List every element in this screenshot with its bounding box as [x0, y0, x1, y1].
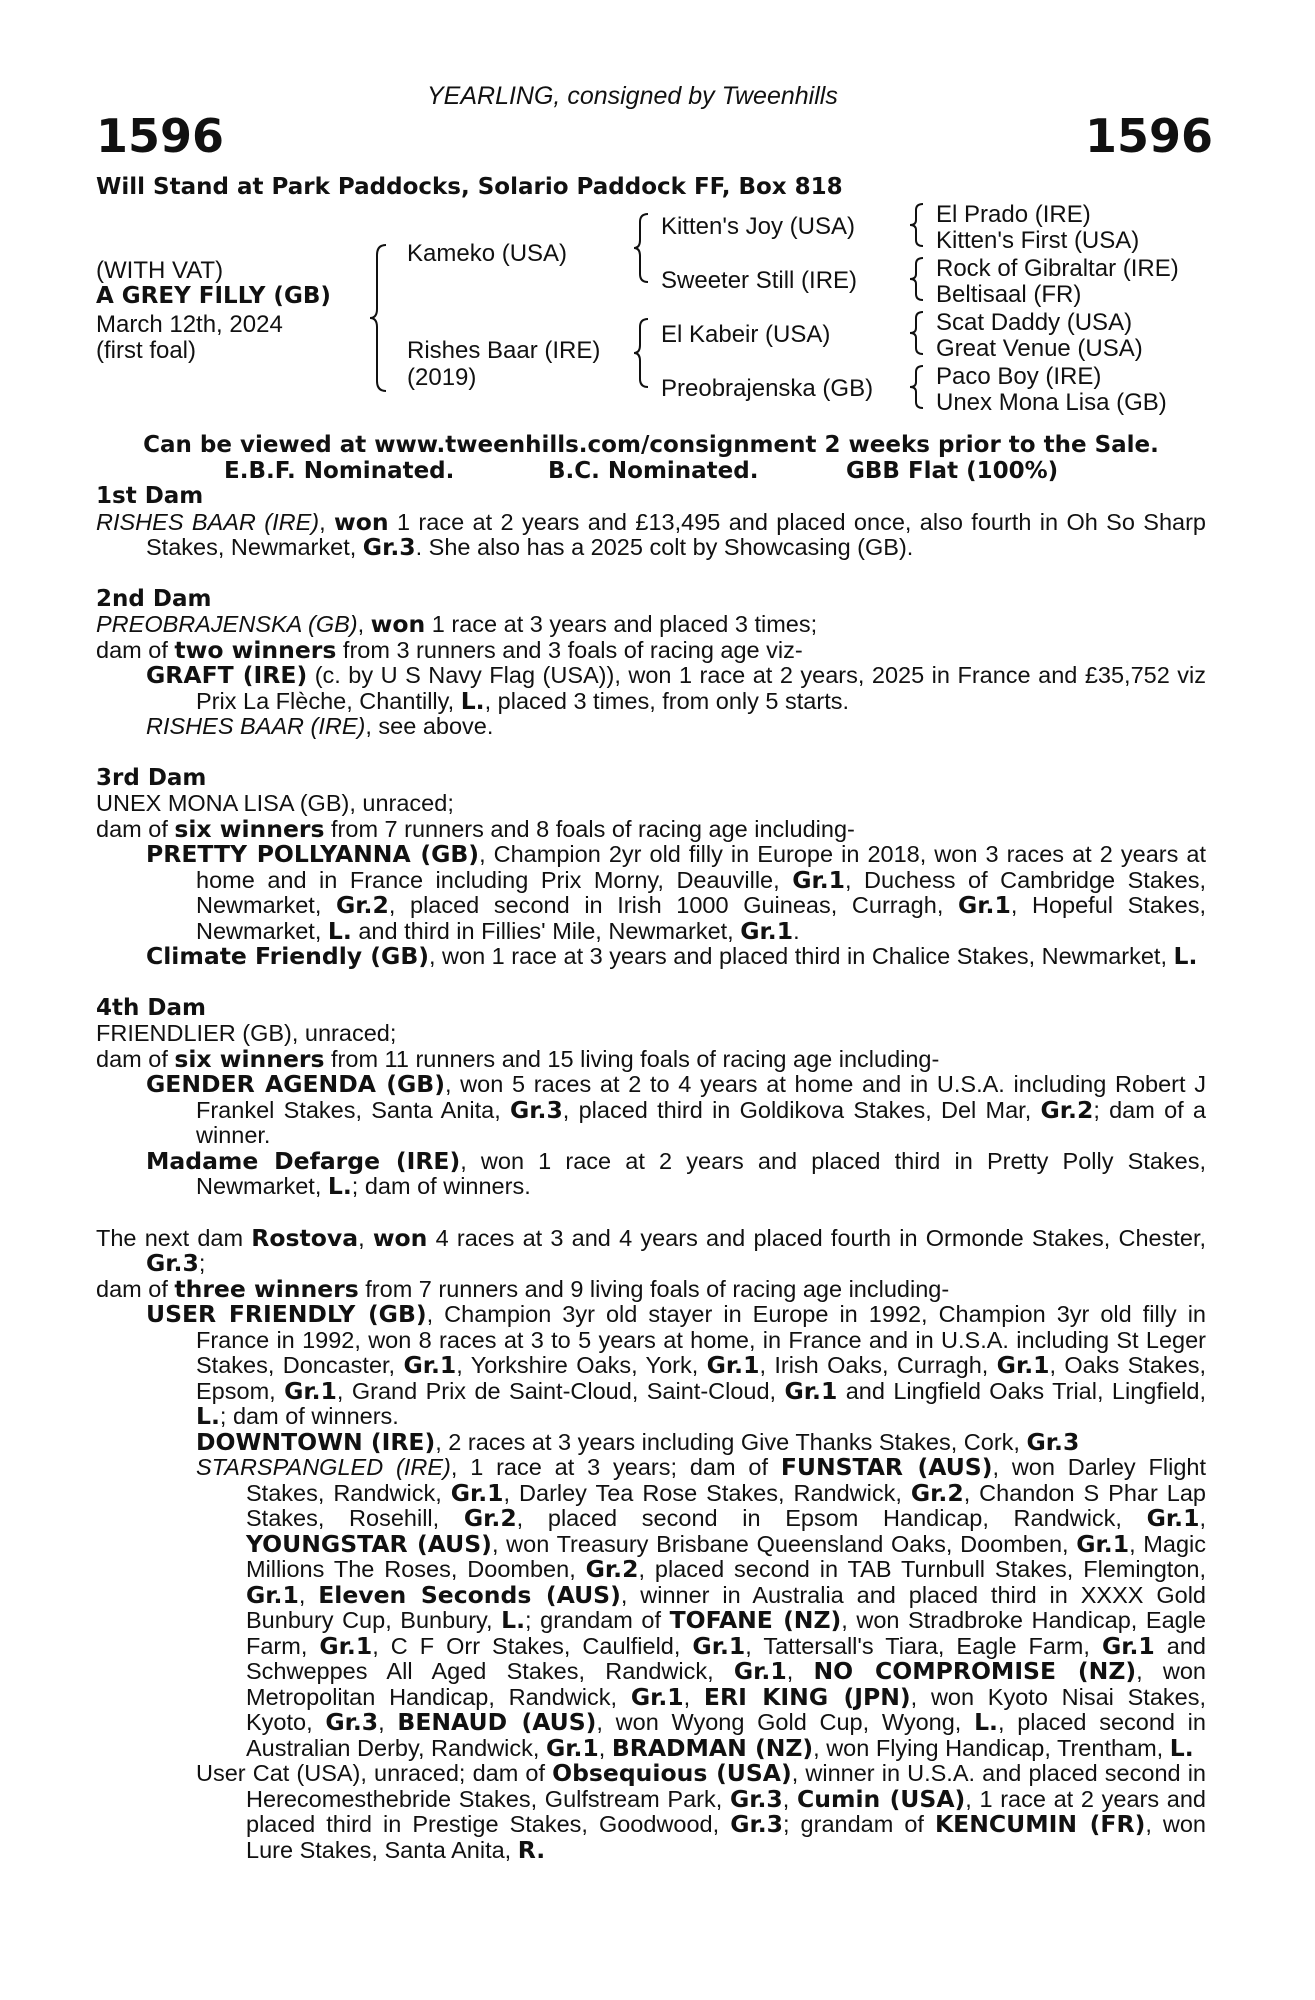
horse-name: A GREY FILLY (GB)	[96, 283, 331, 309]
sire-dam-sire: Rock of Gibraltar (IRE)	[936, 255, 1179, 282]
sire-dam-dam: Beltisaal (FR)	[936, 281, 1082, 308]
dam-dam: Preobrajenska (GB)	[661, 375, 874, 402]
foal-note: (first foal)	[96, 337, 197, 364]
produce-climate-friendly: Climate Friendly (GB), won 1 race at 3 years and placed third in Chalice Stakes, Newmarket, L.	[146, 942, 1198, 970]
produce-pretty-pollyanna: PRETTY POLLYANNA (GB), Champion 2yr old filly in Europe in 2018, won 3 races at 2 years at home and in France including Prix Morny, Deauville, Gr.1, Duchess of Cambridge Stakes, Newmarket, Gr.2, placed second in Irish 1000 Guineas, Curragh, Gr.1, Hopeful Stakes, Newmarket, L. and third in Fillies' Mile, Newmarket, Gr.1.	[146, 840, 1207, 945]
dam: Rishes Baar (IRE)	[407, 337, 601, 364]
brace-icon	[908, 202, 928, 248]
vat-note: (WITH VAT)	[96, 257, 224, 284]
dam-sire-sire: Scat Daddy (USA)	[936, 309, 1133, 336]
sire-sire: Kitten's Joy (USA)	[661, 213, 855, 240]
dam3-produce: dam of six winners from 7 runners and 8 foals of racing age including-	[96, 814, 855, 843]
dam-sire-dam: Great Venue (USA)	[936, 335, 1143, 362]
next-dam-paragraph: The next dam Rostova, won 4 races at 3 and 4 years and placed fourth in Ormonde Stakes, Chester, Gr.3;	[96, 1223, 1206, 1277]
dam1-paragraph: RISHES BAAR (IRE), won 1 race at 2 years and £13,495 and placed once, also fourth in Oh So Sharp Stakes, Newmarket, Gr.3. She also has a 2025 colt by Showcasing (GB).	[96, 507, 1207, 561]
dam2-produce: dam of two winners from 3 runners and 3 foals of racing age viz-	[96, 635, 803, 664]
section-3rd-dam: 3rd Dam	[96, 764, 207, 791]
produce-user-cat: User Cat (USA), unraced; dam of Obsequious (USA), winner in U.S.A. and placed second in Herecomesthebride Stakes, Gulfstream Park, Gr.3, Cumin (USA), 1 race at 2 years and placed third in Prestige Stakes, Goodwood, Gr.3; grandam of KENCUMIN (FR), won Lure Stakes, Santa Anita, R.	[196, 1759, 1206, 1864]
lot-number-left: 1596	[96, 109, 225, 163]
brace-icon	[632, 317, 654, 389]
birth-date: March 12th, 2024	[96, 311, 283, 338]
lot-number-right: 1596	[1085, 109, 1214, 163]
produce-starspangled: STARSPANGLED (IRE), 1 race at 3 years; dam of FUNSTAR (AUS), won Darley Flight Stakes, Randwick, Gr.1, Darley Tea Rose Stakes, Randwick, Gr.2, Chandon S Phar Lap Stakes, Rosehill, Gr.2, placed second in Epsom Handicap, Randwick, Gr.1, YOUNGSTAR (AUS), won Treasury Brisbane Queensland Oaks, Doomben, Gr.1, Magic Millions The Roses, Doomben, Gr.2, placed second in TAB Turnbull Stakes, Flemington, Gr.1, Eleven Seconds (AUS), winner in Australia and placed third in XXXX Gold Bunbury Cup, Bunbury, L.; grandam of TOFANE (NZ), won Stradbroke Handicap, Eagle Farm, Gr.1, C F Orr Stakes, Caulfield, Gr.1, Tattersall's Tiara, Eagle Farm, Gr.1 and Schweppes All Aged Stakes, Randwick, Gr.1, NO COMPROMISE (NZ), won Metropolitan Handicap, Randwick, Gr.1, ERI KING (JPN), won Kyoto Nisai Stakes, Kyoto, Gr.3, BENAUD (AUS), won Wyong Gold Cup, Wyong, L., placed second in Australian Derby, Randwick, Gr.1, BRADMAN (NZ), won Flying Handicap, Trentham, L.	[196, 1453, 1207, 1762]
section-2nd-dam: 2nd Dam	[96, 585, 212, 612]
brace-icon	[632, 212, 654, 284]
sire: Kameko (USA)	[407, 240, 568, 267]
brace-icon	[908, 364, 928, 410]
brace-icon	[908, 256, 928, 302]
dam-sire: El Kabeir (USA)	[661, 321, 831, 348]
dam-year: (2019)	[407, 364, 477, 391]
catalogue-body	[96, 432, 1206, 1863]
produce-madame-defarge: Madame Defarge (IRE), won 1 race at 2 years and placed third in Pretty Polly Stakes, Newmarket, L.; dam of winners.	[146, 1146, 1206, 1200]
dam2-paragraph: PREOBRAJENSKA (GB), won 1 race at 3 years and placed 3 times;	[96, 610, 818, 638]
dam-dam-sire: Paco Boy (IRE)	[936, 363, 1102, 390]
produce-downtown: DOWNTOWN (IRE), 2 races at 3 years including Give Thanks Stakes, Cork, Gr.3	[196, 1427, 1080, 1456]
nominations	[96, 458, 1206, 484]
produce-gender-agenda: GENDER AGENDA (GB), won 5 races at 2 to 4 years at home and in U.S.A. including Robert J Frankel Stakes, Santa Anita, Gr.3, placed third in Goldikova Stakes, Del Mar, Gr.2; dam of a winner.	[146, 1070, 1207, 1148]
section-4th-dam: 4th Dam	[96, 994, 206, 1021]
produce-rishes: RISHES BAAR (IRE), see above.	[146, 713, 494, 739]
produce-graft: GRAFT (IRE) (c. by U S Navy Flag (USA)), won 1 race at 2 years, 2025 in France and £35,752 viz Prix La Flèche, Chantilly, L., placed 3 times, from only 5 starts.	[146, 661, 1206, 715]
section-1st-dam: 1st Dam	[96, 483, 204, 509]
sire-dam: Sweeter Still (IRE)	[661, 267, 858, 294]
next-dam-produce: dam of three winners from 7 runners and 9 living foals of racing age including-	[96, 1274, 950, 1303]
dam4-produce: dam of six winners from 11 runners and 15 living foals of racing age including-	[96, 1044, 940, 1073]
lot-subtitle: YEARLING, consigned by Tweenhills	[427, 82, 838, 110]
sire-sire-sire: El Prado (IRE)	[936, 201, 1091, 228]
brace-icon	[908, 310, 928, 356]
produce-user-friendly: USER FRIENDLY (GB), Champion 3yr old stayer in Europe in 1992, Champion 3yr old filly in France in 1992, won 8 races at 3 to 5 years at home, in France and in U.S.A. including St Leger Stakes, Doncaster, Gr.1, Yorkshire Oaks, York, Gr.1, Irish Oaks, Curragh, Gr.1, Oaks Stakes, Epsom, Gr.1, Grand Prix de Saint-Cloud, Saint-Cloud, Gr.1 and Lingfield Oaks Trial, Lingfield, L.; dam of winners.	[146, 1300, 1206, 1430]
dam-dam-dam: Unex Mona Lisa (GB)	[936, 389, 1167, 416]
dam3-paragraph: UNEX MONA LISA (GB), unraced;	[96, 790, 454, 816]
bc-nomination: B.C. Nominated.	[548, 458, 759, 484]
stand-location: Will Stand at Park Paddocks, Solario Paddock FF, Box 818	[96, 174, 843, 200]
dam4-paragraph: FRIENDLIER (GB), unraced;	[96, 1020, 397, 1046]
sire-sire-dam: Kitten's First (USA)	[936, 227, 1140, 254]
viewing-note: Can be viewed at www.tweenhills.com/consignment 2 weeks prior to the Sale.	[143, 432, 1159, 458]
gbb-note: GBB Flat (100%)	[846, 458, 1059, 484]
ebf-nomination: E.B.F. Nominated.	[224, 458, 455, 484]
brace-icon	[368, 243, 392, 393]
